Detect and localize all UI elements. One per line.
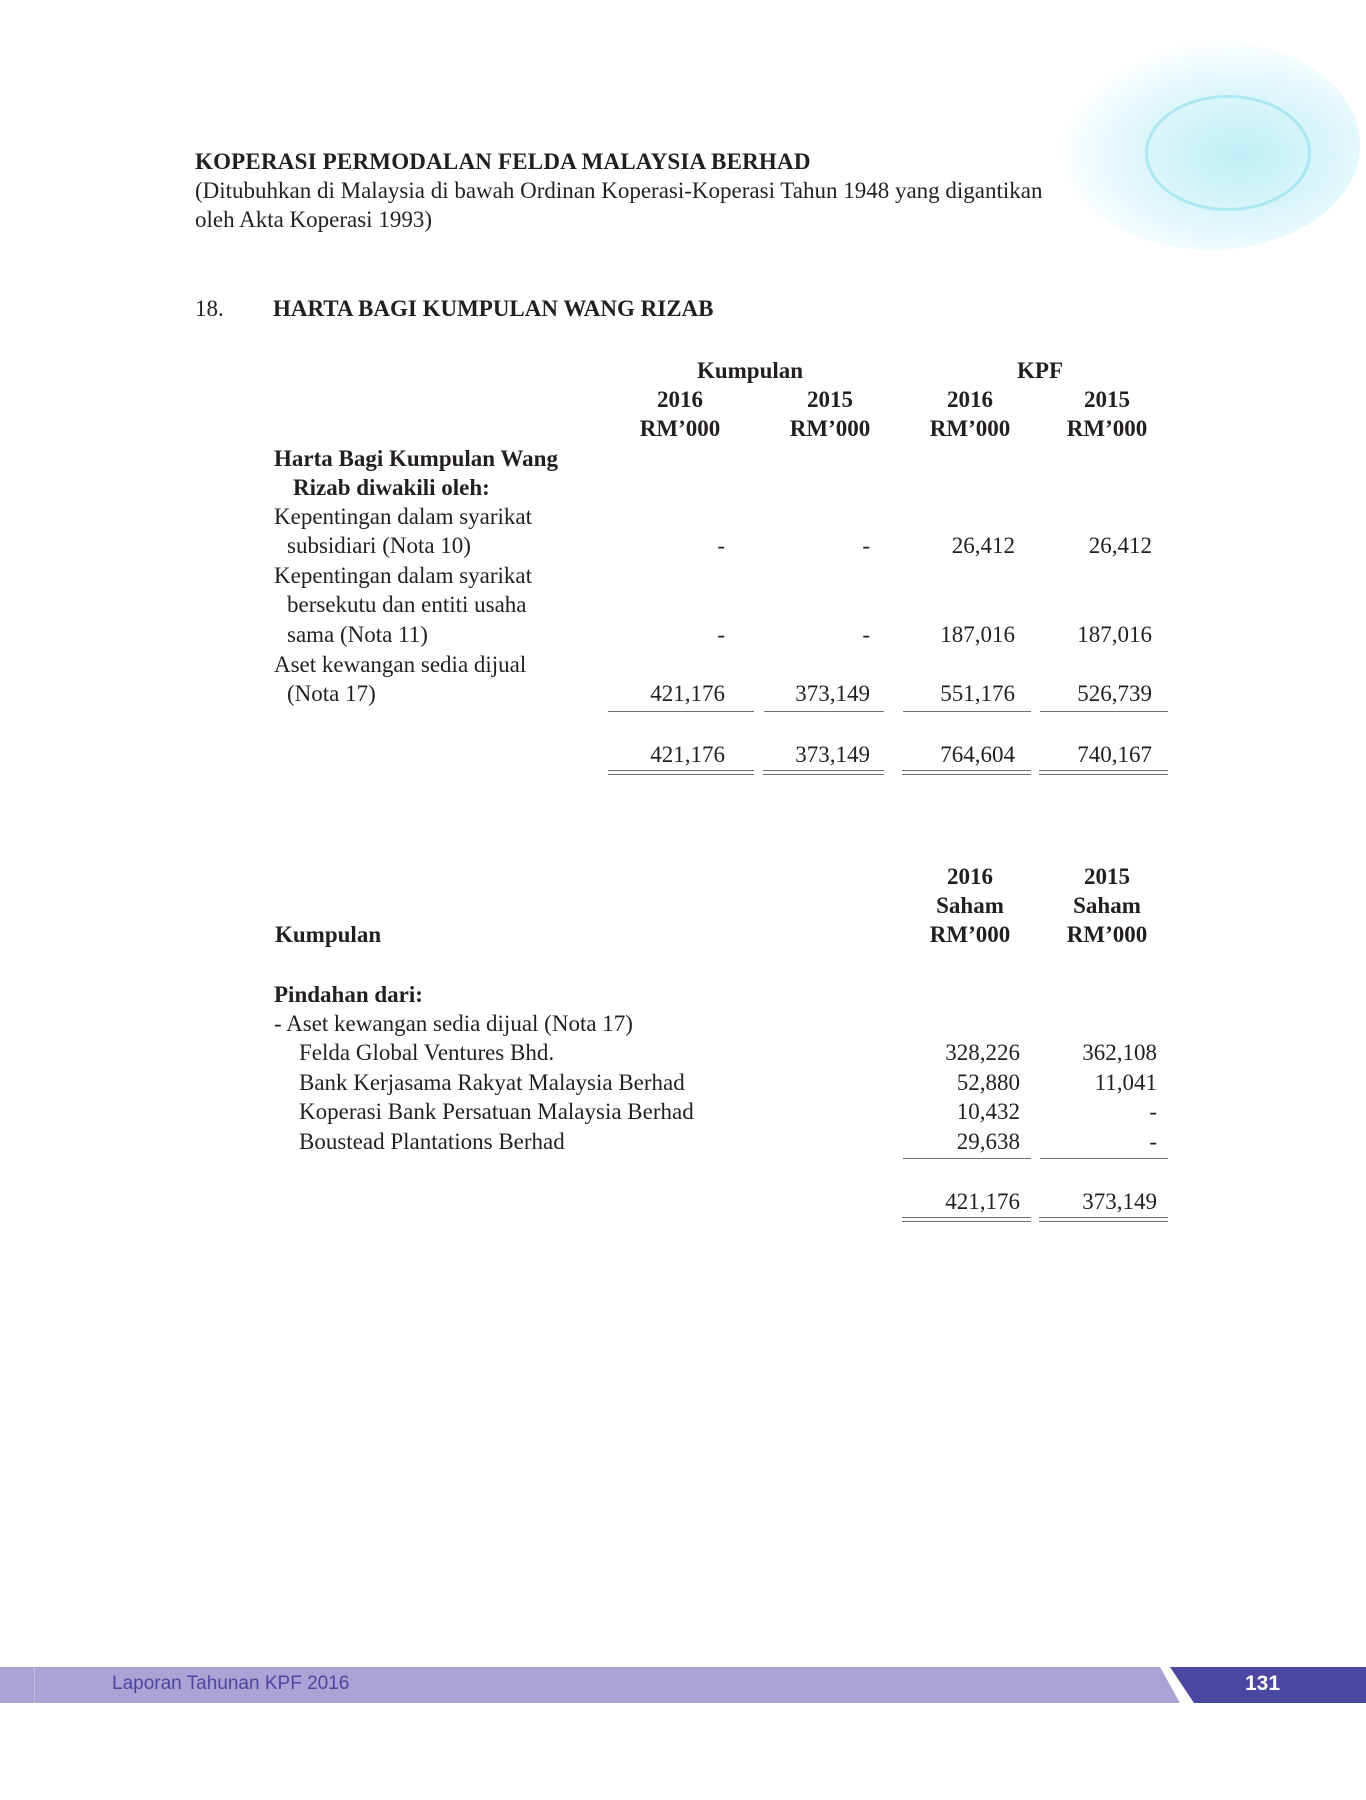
organization-subtitle-line-2: oleh Akta Koperasi 1993) [195,207,432,232]
row-label: Kepentingan dalam syarikat [274,563,533,588]
row-label: Boustead Plantations Berhad [299,1129,565,1154]
row-label: Felda Global Ventures Bhd. [299,1040,555,1065]
table-cell: 10,432 [956,1099,1020,1124]
subtotal-underline [1040,1158,1168,1159]
section-number: 18. [195,296,224,321]
organization-name: KOPERASI PERMODALAN FELDA MALAYSIA BERHAD [195,149,811,174]
table-cell: 26,412 [951,533,1015,558]
row-label: (Nota 17) [287,681,376,706]
year-header: 2015 [807,387,853,412]
row-label: Kepentingan dalam syarikat [274,504,533,529]
total-double-underline [902,770,1031,775]
year-header: 2015 [1084,864,1130,889]
year-header: 2015 [1084,387,1130,412]
subtotal-underline [608,711,754,712]
total-double-underline [1039,1217,1168,1222]
total-double-underline [902,1217,1031,1222]
table-cell: 421,176 [650,681,725,706]
row-label: sama (Nota 11) [287,622,428,647]
total-cell: 373,149 [795,742,870,767]
subtotal-underline [1040,711,1168,712]
section-label: Pindahan dari: [274,982,423,1007]
row-label: subsidiari (Nota 10) [287,533,471,558]
table-caption-line-2: Rizab diwakili oleh: [293,475,490,500]
document-header [195,148,1195,234]
unit-header: RM’000 [639,416,721,441]
total-cell: 764,604 [940,742,1015,767]
table-cell: 362,108 [1082,1040,1157,1065]
unit-header: RM’000 [789,416,871,441]
table-caption: Kumpulan [275,922,382,947]
year-header: 2016 [657,387,703,412]
subtotal-underline [903,711,1031,712]
report-title: Laporan Tahunan KPF 2016 [112,1673,350,1694]
section-title: HARTA BAGI KUMPULAN WANG RIZAB [273,296,714,321]
section-heading [195,296,714,322]
table-cell: - [1149,1129,1157,1154]
table-cell: 52,880 [956,1070,1020,1095]
total-double-underline [608,770,754,775]
group-header-kpf: KPF [1017,358,1063,383]
subtotal-underline [903,1158,1031,1159]
row-label: bersekutu dan entiti usaha [287,592,527,617]
table-cell: 187,016 [940,622,1015,647]
footer-stripe [34,1667,35,1703]
total-double-underline [1039,770,1168,775]
year-header: 2016 [947,387,993,412]
row-label: Koperasi Bank Persatuan Malaysia Berhad [299,1099,694,1124]
table-cell: - [862,533,870,558]
unit-header: RM’000 [1066,922,1148,947]
unit-header: RM’000 [929,416,1011,441]
table-cell: 187,016 [1077,622,1152,647]
share-subheader: Saham [936,893,1004,918]
table-cell: 29,638 [956,1129,1020,1154]
page-footer [0,1667,1366,1703]
unit-header: RM’000 [1066,416,1148,441]
group-header-kumpulan: Kumpulan [696,358,804,383]
table-cell: - [862,622,870,647]
table-cell: 26,412 [1088,533,1152,558]
table-cell: 11,041 [1094,1070,1157,1095]
row-label: Aset kewangan sedia dijual [274,652,527,677]
row-label: Bank Kerjasama Rakyat Malaysia Berhad [299,1070,685,1095]
table-caption-line-1: Harta Bagi Kumpulan Wang [274,446,558,471]
subtotal-underline [764,711,884,712]
total-cell: 421,176 [945,1189,1020,1214]
subsection-label: - Aset kewangan sedia dijual (Nota 17) [274,1011,633,1036]
share-subheader: Saham [1073,893,1141,918]
table-cell: 373,149 [795,681,870,706]
unit-header: RM’000 [929,922,1011,947]
total-cell: 740,167 [1077,742,1152,767]
table-cell: - [1149,1099,1157,1124]
year-header: 2016 [947,864,993,889]
total-cell: 421,176 [650,742,725,767]
organization-subtitle-line-1: (Ditubuhkan di Malaysia di bawah Ordinan Koperasi-Koperasi Tahun 1948 yang digantikan [195,178,1043,203]
table-cell: - [717,622,725,647]
table-cell: 328,226 [945,1040,1020,1065]
table-cell: 526,739 [1077,681,1152,706]
table-cell: - [717,533,725,558]
total-double-underline [763,770,884,775]
total-cell: 373,149 [1082,1189,1157,1214]
table-cell: 551,176 [940,681,1015,706]
page-number: 131 [1245,1672,1281,1695]
